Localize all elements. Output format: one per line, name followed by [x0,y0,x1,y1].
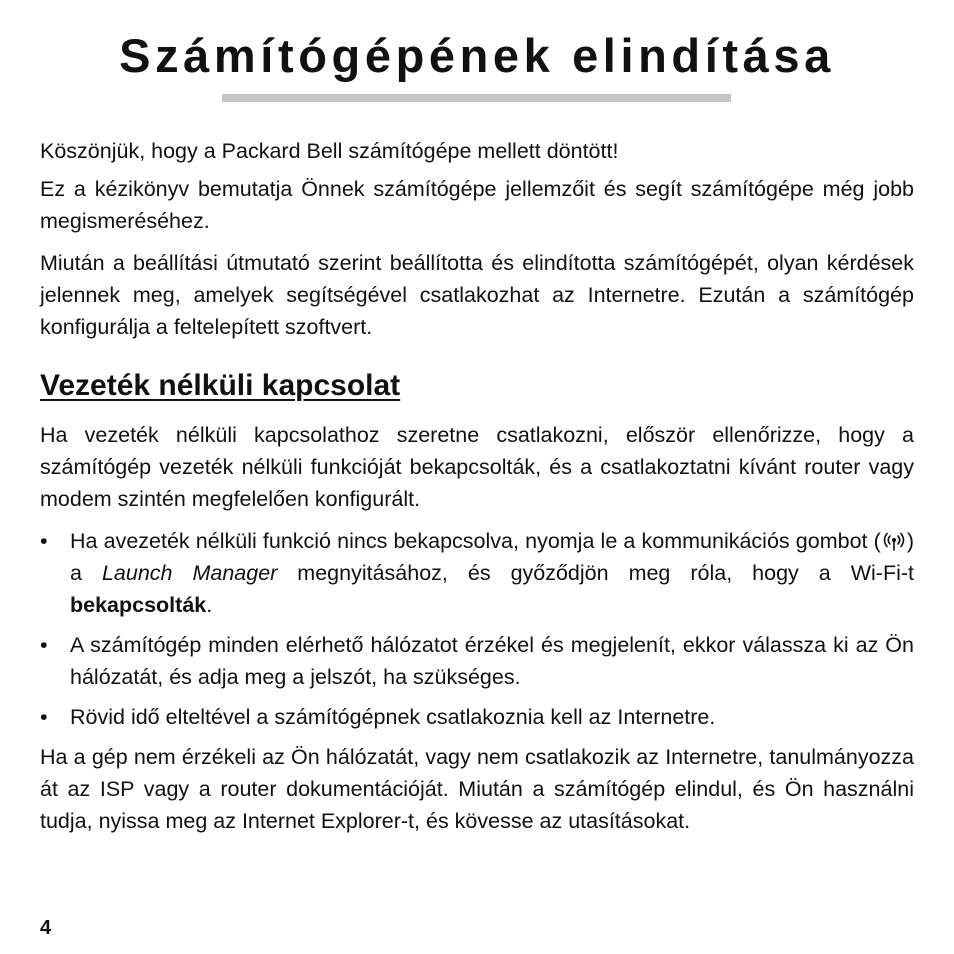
bullet-list [40,525,914,733]
bullet-1-text-mid: ) a [70,529,914,585]
intro-paragraph-2: Ez a kézikönyv bemutatja Önnek számítógépe jellemzőit és segít számítógépe még jobb megismeréséhez. [40,177,914,233]
bullet-item-2 [40,629,914,693]
page-content [40,135,914,847]
bullet-1-text-cont: megnyitásához, és győződjön meg róla, hogy a Wi-Fi-t [277,561,914,585]
launch-manager-name: Launch Manager [101,561,278,585]
bullet-item-3 [40,701,914,733]
wireless-communication-icon [881,529,907,551]
bullet-1-text-start: Ha avezeték nélküli funkció nincs bekapcsolva, nyomja le a kommunikációs gombot ( [70,529,881,553]
bullet-1-text-end: . [206,593,213,617]
bullet-marker: • [40,633,48,657]
intro-paragraph-1: Köszönjük, hogy a Packard Bell számítógépe mellett döntött! [40,139,619,163]
title-underline-bar [222,94,731,102]
bullet-item-1 [40,525,914,621]
bullet-1-emphasis: bekapcsolták [70,593,207,617]
page-title: Számítógépének elindítása [119,29,835,82]
section-paragraph-2: Ha a gép nem érzékeli az Ön hálózatát, vagy nem csatlakozik az Internetre, tanulmányozza át az ISP vagy a router dokumentációját. Miután a számítógép elindul, és Ön használni tudja, nyissa meg az Internet Explorer-t, és kövesse az utasításokat. [40,745,914,833]
bullet-2-text: A számítógép minden elérhető hálózatot érzékel és megjelenít, ekkor válassza ki az Ön hálózatát, és adja meg a jelszót, ha szükséges. [70,633,914,689]
bullet-marker: • [40,705,48,729]
intro-paragraph-3: Miután a beállítási útmutató szerint beállította és elindította számítógépét, olyan kérdések jelennek meg, amelyek segítségével csatlakozhat az Internetre. Ezután a számítógép konfigurálja a feltelepített szoftvert. [40,251,914,339]
page-number: 4 [40,917,52,939]
section-paragraph-1: Ha vezeték nélküli kapcsolathoz szeretne csatlakozni, először ellenőrizze, hogy a számítógép vezeték nélküli funkcióját bekapcsolták, és a csatlakoztatni kívánt router vagy modem szintén megfelelően konfigurált. [40,423,914,511]
bullet-marker: • [40,529,48,553]
bullet-3-text: Rövid idő elteltével a számítógépnek csatlakoznia kell az Internetre. [70,705,716,729]
section-heading: Vezeték nélküli kapcsolat [40,369,401,402]
